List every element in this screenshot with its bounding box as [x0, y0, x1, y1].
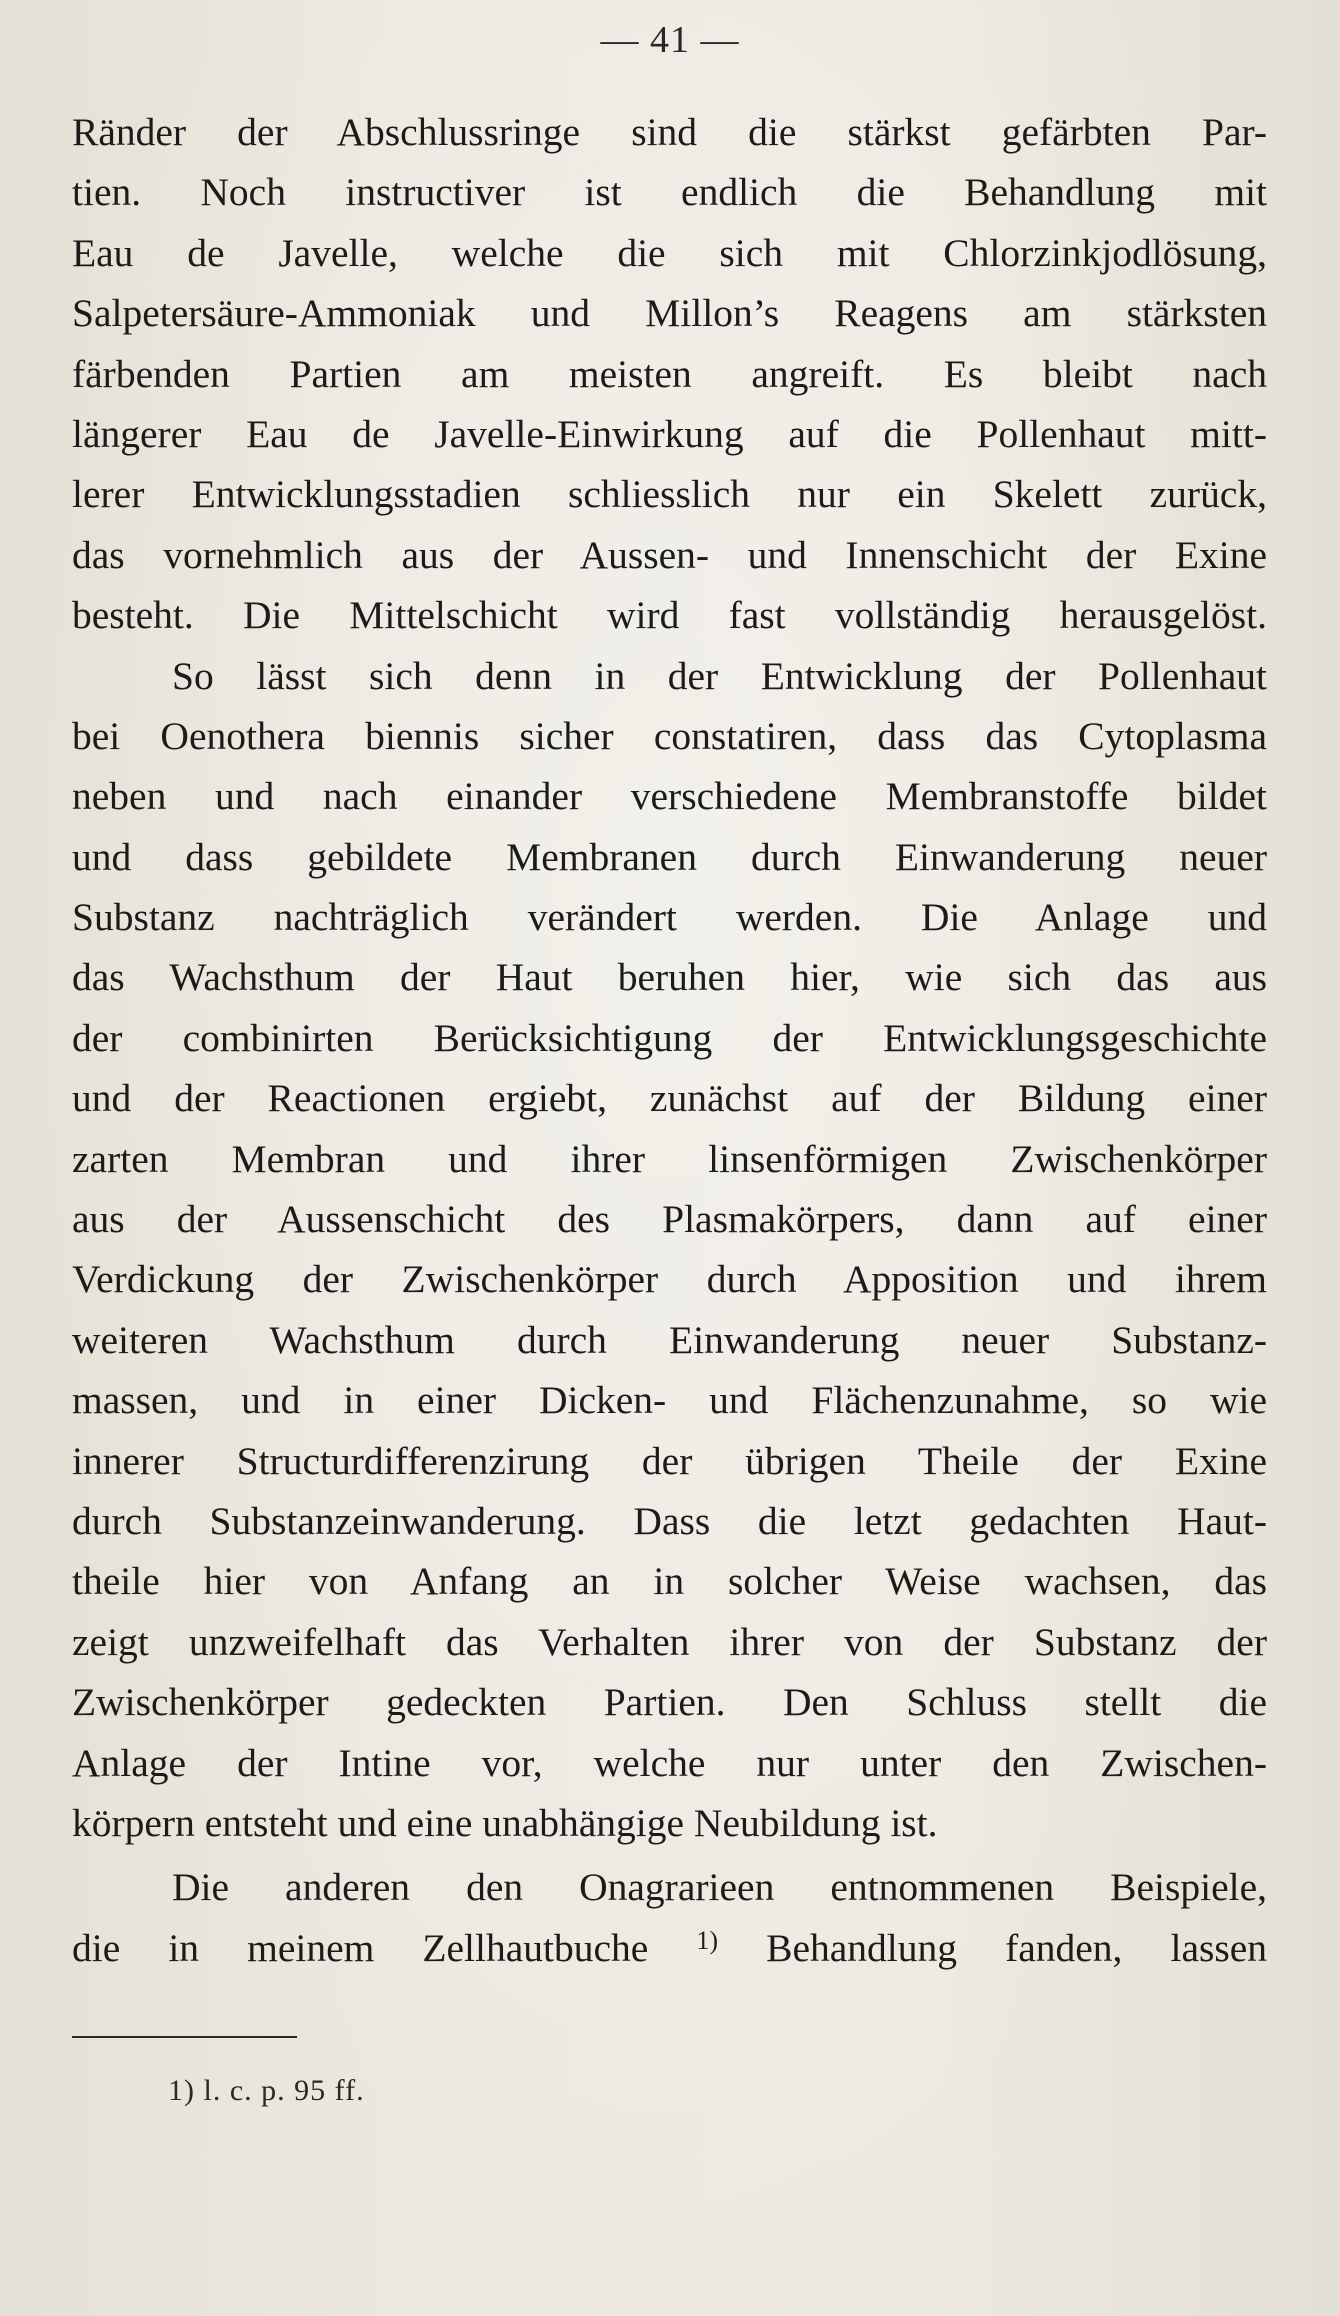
text-fragment: die in meinem Zellhautbuche: [72, 1925, 649, 1970]
text-line: Ränder der Abschlussringe sind die stärkst gefärbten Par-: [72, 110, 1267, 154]
text-line: Verdickung der Zwischenkörper durch Apposition und ihrem: [72, 1257, 1267, 1302]
text-line: tien. Noch instructiver ist endlich die Behandlung mit: [72, 170, 1267, 215]
footnote: 1) l. c. p. 95 ff.: [168, 2074, 365, 2107]
text-line: weiteren Wachsthum durch Einwanderung neuer Substanz-: [72, 1317, 1267, 1362]
text-line: und dass gebildete Membranen durch Einwanderung neuer: [72, 834, 1267, 879]
text-line: neben und nach einander verschiedene Membranstoffe bildet: [72, 774, 1267, 819]
text-line: zeigt unzweifelhaft das Verhalten ihrer von der Substanz der: [72, 1619, 1267, 1664]
text-fragment: Behandlung fanden, lassen: [718, 1925, 1267, 1970]
text-line: längerer Eau de Javelle-Einwirkung auf die Pollenhaut mitt-: [72, 411, 1267, 456]
text-line: der combinirten Berücksichtigung der Entwicklungsgeschichte: [72, 1015, 1267, 1060]
paragraph-2: [72, 646, 1267, 1854]
text-line: massen, und in einer Dicken- und Flächenzunahme, so wie: [72, 1378, 1267, 1423]
text-line: Anlage der Intine vor, welche nur unter den Zwischen-: [72, 1740, 1267, 1785]
footnote-divider: [72, 2036, 297, 2038]
paragraph-1: [72, 102, 1267, 646]
text-line: innerer Structurdifferenzirung der übrigen Theile der Exine: [72, 1438, 1267, 1483]
text-line: das Wachsthum der Haut beruhen hier, wie sich das aus: [72, 955, 1267, 1000]
text-line: aus der Aussenschicht des Plasmakörpers, dann auf einer: [72, 1197, 1267, 1242]
paragraph-3: [72, 1857, 1267, 1978]
text-line: Salpetersäure-Ammoniak und Millon’s Reagens am stärksten: [72, 291, 1267, 336]
text-line: bei Oenothera biennis sicher constatiren, dass das Cytoplasma: [72, 713, 1267, 758]
text-line: So lässt sich denn in der Entwicklung der Pollenhaut: [172, 653, 1267, 698]
text-line: theile hier von Anfang an in solcher Weise wachsen, das: [72, 1559, 1267, 1604]
text-line: und der Reactionen ergiebt, zunächst auf der Bildung einer: [72, 1076, 1267, 1121]
text-line: Die anderen den Onagrarieen entnommenen Beispiele,: [172, 1865, 1267, 1910]
text-line: Substanz nachträglich verändert werden. Die Anlage und: [72, 895, 1267, 940]
text-line: Zwischenkörper gedeckten Partien. Den Schluss stellt die: [72, 1680, 1267, 1725]
text-line: körpern entsteht und eine unabhängige Neubildung ist.: [72, 1800, 938, 1845]
text-line: zarten Membran und ihrer linsenförmigen Zwischenkörper: [72, 1136, 1267, 1181]
text-line: lerer Entwicklungsstadien schliesslich nur ein Skelett zurück,: [72, 472, 1267, 517]
footnote-reference[interactable]: 1): [696, 1925, 719, 1955]
body-text: [72, 102, 1267, 1978]
page-number: — 41 —: [600, 19, 740, 61]
text-line: besteht. Die Mittelschicht wird fast vollständig herausgelöst.: [72, 593, 1267, 638]
text-line: färbenden Partien am meisten angreift. Es bleibt nach: [72, 351, 1267, 396]
text-line: Eau de Javelle, welche die sich mit Chlorzinkjodlösung,: [72, 230, 1267, 275]
text-line-with-footnote-ref: [72, 1918, 1267, 1978]
text-line: das vornehmlich aus der Aussen- und Innenschicht der Exine: [72, 532, 1267, 577]
text-line: durch Substanzeinwanderung. Dass die letzt gedachten Haut-: [72, 1498, 1267, 1543]
